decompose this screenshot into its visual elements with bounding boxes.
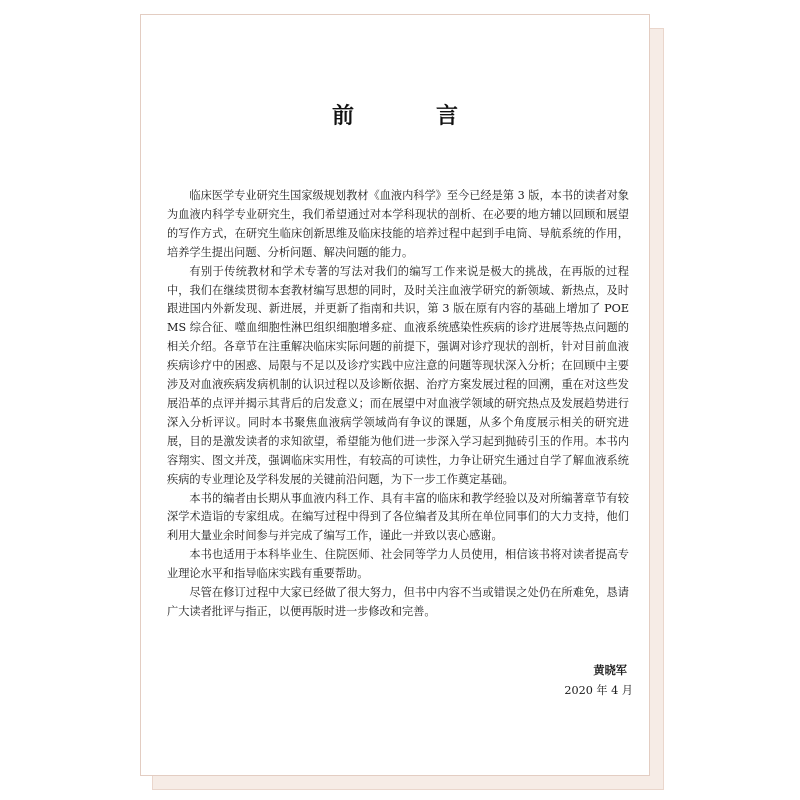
preface-body bbox=[167, 187, 629, 622]
preface-paragraph-3: 本书的编者由长期从事血液内科工作、具有丰富的临床和教学经验以及对所编著章节有较深学术造诣的专家组成。在编写过程中得到了各位编者及其所在单位同事们的大力支持，他们利用大量业余时间参与并完成了编写工作，谨此一并致以衷心感谢。 bbox=[167, 491, 629, 543]
signature-block bbox=[564, 661, 633, 701]
preface-paragraph-1: 临床医学专业研究生国家级规划教材《血液内科学》至今已经是第 3 版，本书的读者对象为血液内科学专业研究生，我们希望通过对本学科现状的剖析、在必要的地方辅以回顾和展望的写作方式，在研究生临床创新思维及临床技能的培养过程中起到手电筒、导航系统的作用，培养学生提出问题、分析问题、解决问题的能力。 bbox=[167, 189, 629, 259]
preface-paragraph-4: 本书也适用于本科毕业生、住院医师、社会同等学力人员使用，相信该书将对读者提高专业理论水平和指导临床实践有重要帮助。 bbox=[167, 548, 629, 581]
page-title: 前 言 bbox=[331, 104, 488, 129]
preface-paragraph-2: 有别于传统教材和学术专著的写法对我们的编写工作来说是极大的挑战，在再版的过程中，我们在继续贯彻本套教材编写思想的同时，及时关注血液学研究的新领域、新热点，及时跟进国内外新发现、新进展，并更新了指南和共识，第 3 版在原有内容的基础上增加了 POEMS 综合征、噬血细胞性淋巴组织细胞增多症、血液系统感染性疾病的诊疗进展等热点问题的相关介绍。各章节在注重解决临床实际问题的前提下，强调对诊疗现状的剖析，针对目前血液疾病诊疗中的困惑、局限与不足以及诊疗实践中应注意的问题等现状深入分析；在回顾中主要涉及对血液疾病发病机制的认识过程以及诊断依据、治疗方案发展过程的回溯，重在对这些发展沿革的点评并揭示其背后的启发意义；而在展望中对血液学领域的研究热点及发展趋势进行深入分析评议。同时本书聚焦血液病学领域尚有争议的课题，从多个角度展示相关的研究进展，目的是激发读者的求知欲望，希望能为他们进一步深入学习起到抛砖引玉的作用。本书内容翔实、图文并茂，强调临床实用性，有较高的可读性，力争让研究生通过自学了解血液系统疾病的专业理论及学科发展的关键前沿问题，为下一步工作奠定基础。 bbox=[167, 264, 629, 486]
signature-date: 2020 年 4 月 bbox=[564, 684, 633, 697]
preface-paragraph-5: 尽管在修订过程中大家已经做了很大努力，但书中内容不当或错误之处仍在所难免，恳请广大读者批评与指正，以便再版时进一步修改和完善。 bbox=[167, 586, 629, 618]
preface-page bbox=[140, 14, 650, 776]
author-name: 黄晓军 bbox=[593, 664, 627, 677]
